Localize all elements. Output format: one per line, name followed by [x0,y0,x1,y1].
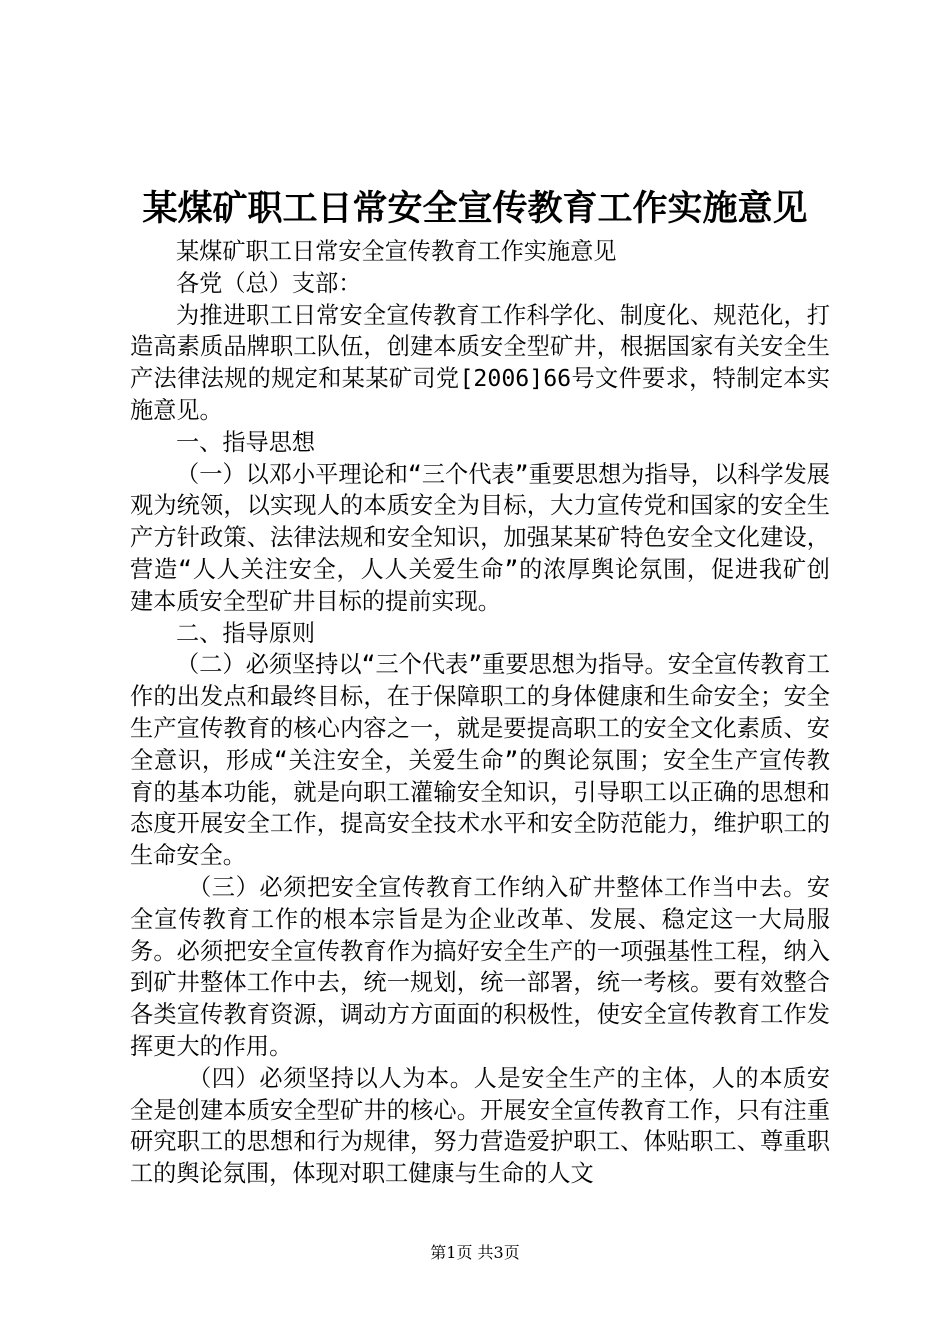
document-title: 某煤矿职工日常安全宣传教育工作实施意见 [142,188,808,229]
page-footer [0,1242,950,1264]
paragraph-intro: 为推进职工日常安全宣传教育工作科学化、制度化、规范化，打造高素质品牌职工队伍，创建本质安全型矿井，根据国家有关安全生产法律法规的规定和某某矿司党[2006]66号文件要求，特制定本实施意见。 [130,301,830,424]
document-body [130,236,830,1190]
section-heading-guiding-thought: 一、指导思想 [176,428,316,456]
paragraph-salutation: 各党（总）支部： [176,269,362,297]
paragraph-item-1: （一）以邓小平理论和“三个代表”重要思想为指导，以科学发展观为统领，以实现人的本质安全为目标，大力宣传党和国家的安全生产方针政策、法律法规和安全知识，加强某某矿特色安全文化建设，营造“人人关注安全，人人关爱生命”的浓厚舆论氛围，促进我矿创建本质安全型矿井目标的提前实现。 [130,460,830,615]
paragraph-subtitle: 某煤矿职工日常安全宣传教育工作实施意见 [176,238,617,265]
paragraph-item-4: （四）必须坚持以人为本。人是安全生产的主体，人的本质安全是创建本质安全型矿井的核心。开展安全宣传教育工作，只有注重研究职工的思想和行为规律，努力营造爱护职工、体贴职工、尊重职工的舆论氛围，体现对职工健康与生命的人文 [130,1064,830,1188]
page-number-label: 第1页 共3页 [430,1243,520,1262]
paragraph-item-3: （三）必须把安全宣传教育工作纳入矿井整体工作当中去。安全宣传教育工作的根本宗旨是为企业改革、发展、稳定这一大局服务。必须把安全宣传教育作为搞好安全生产的一项强基性工程，纳入到矿井整体工作中去，统一规划，统一部署，统一考核。要有效整合各类宣传教育资源，调动方方面面的积极性，使安全宣传教育工作发挥更大的作用。 [130,873,830,1060]
paragraph-item-2: （二）必须坚持以“三个代表”重要思想为指导。安全宣传教育工作的出发点和最终目标，在于保障职工的身体健康和生命安全；安全生产宣传教育的核心内容之一，就是要提高职工的安全文化素质、安全意识，形成“关注安全，关爱生命”的舆论氛围；安全生产宣传教育的基本功能，就是向职工灌输安全知识，引导职工以正确的思想和态度开展安全工作，提高安全技术水平和安全防范能力，维护职工的生命安全。 [130,651,830,870]
section-heading-guiding-principle: 二、指导原则 [176,619,316,647]
